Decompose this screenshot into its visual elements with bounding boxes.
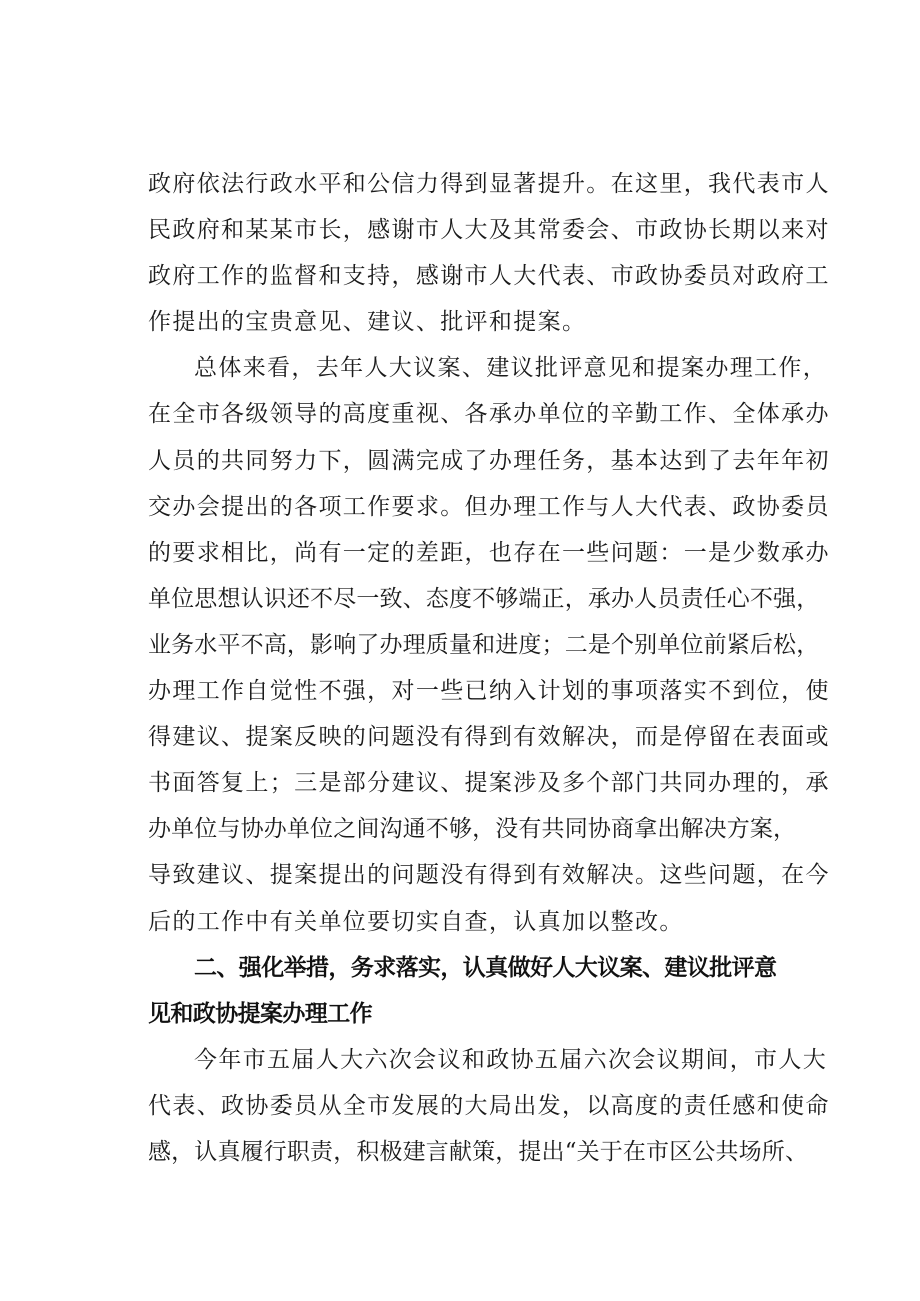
text-line: 代表、政协委员从全市发展的大局出发，以高度的责任感和使命	[148, 1092, 830, 1119]
text-line: 办理工作自觉性不强，对一些已纳入计划的事项落实不到位，使	[148, 678, 830, 705]
text-line: 单位思想认识还不尽一致、态度不够端正，承办人员责任心不强，	[148, 585, 820, 612]
text-line: 民政府和某某市长，感谢市人大及其常委会、市政协长期以来对	[148, 217, 830, 244]
text-line: 感，认真履行职责，积极建言献策，提出“关于在市区公共场所、	[148, 1138, 809, 1165]
text-line: 的要求相比，尚有一定的差距，也存在一些问题：一是少数承办	[148, 539, 830, 566]
heading-line: 二、强化举措，务求落实，认真做好人大议案、建议批评意	[194, 954, 777, 981]
paragraph	[148, 1037, 830, 1175]
text-line: 人员的共同努力下，圆满完成了办理任务，基本达到了去年年初	[148, 447, 830, 474]
text-line: 政府依法行政水平和公信力得到显著提升。在这里，我代表市人	[148, 171, 830, 197]
text-line: 交办会提出的各项工作要求。但办理工作与人大代表、政协委员	[148, 493, 830, 520]
text-line: 政府工作的监督和支持，感谢市人大代表、市政协委员对政府工	[148, 263, 830, 290]
text-line: 今年市五届人大六次会议和政协五届六次会议期间，市人大	[194, 1046, 828, 1073]
text-line: 得建议、提案反映的问题没有得到有效解决，而是停留在表面或	[148, 724, 830, 751]
text-line: 书面答复上；三是部分建议、提案涉及多个部门共同办理的，承	[148, 770, 830, 797]
text-line: 业务水平不高，影响了办理质量和进度；二是个别单位前紧后松，	[148, 631, 820, 658]
heading-line: 见和政协提案办理工作	[148, 1000, 373, 1027]
paragraph	[148, 345, 830, 944]
paragraph	[148, 161, 830, 345]
text-line: 总体来看，去年人大议案、建议批评意见和提案办理工作，	[194, 355, 828, 382]
text-line: 作提出的宝贵意见、建议、批评和提案。	[148, 309, 587, 336]
text-line: 办单位与协办单位之间沟通不够，没有共同协商拿出解决方案，	[148, 816, 797, 843]
text-line: 导致建议、提案提出的问题没有得到有效解决。这些问题，在今	[148, 862, 830, 889]
text-line: 在全市各级领导的高度重视、各承办单位的辛勤工作、全体承办	[148, 401, 830, 428]
document-body	[148, 161, 830, 1175]
text-line: 后的工作中有关单位要切实自查，认真加以整改。	[148, 908, 684, 935]
section-heading	[148, 945, 808, 1037]
